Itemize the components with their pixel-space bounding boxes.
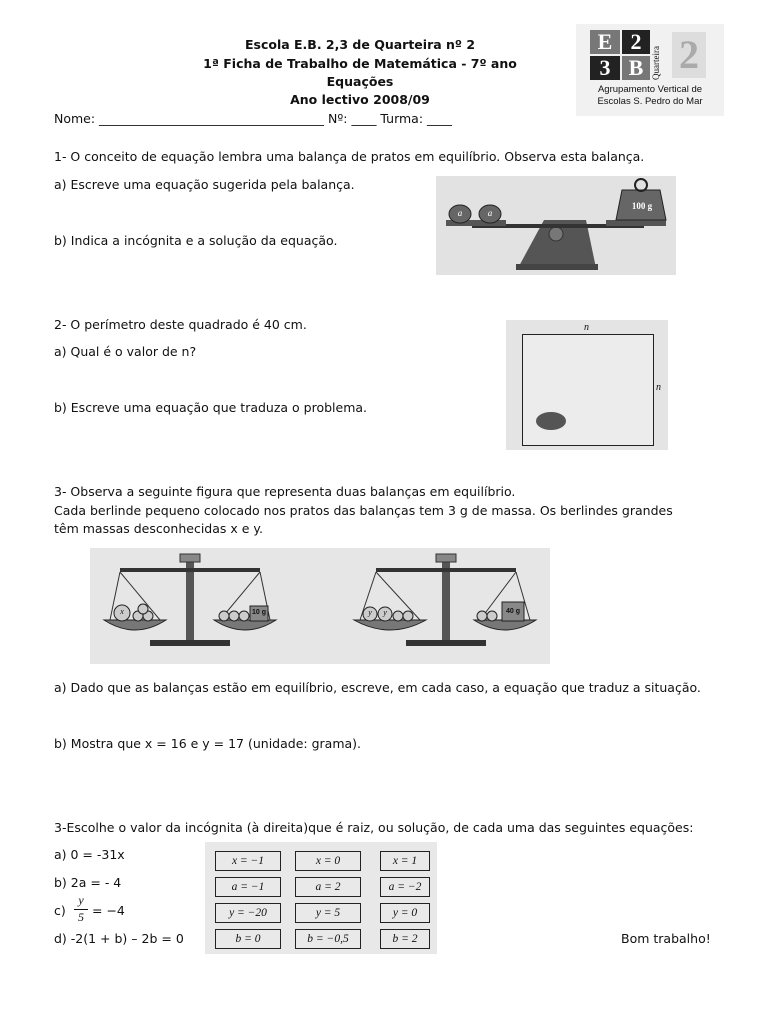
logo-letter: 3	[590, 56, 620, 80]
q1-b: b) Indica a incógnita e a solução da equação.	[54, 233, 338, 248]
logo-vertical-text: Quarteira	[651, 46, 661, 80]
school-logo: E 2 3 B Quarteira 2 Agrupamento Vertical de Escolas S. Pedro do Mar	[576, 24, 724, 116]
option-box[interactable]: x = −1	[215, 851, 281, 871]
closing-text: Bom trabalho!	[621, 931, 711, 946]
option-box[interactable]: b = −0,5	[295, 929, 361, 949]
logo-caption: Escolas S. Pedro do Mar	[597, 96, 703, 107]
equation-c-label: c)	[54, 903, 66, 918]
snail-icon	[536, 412, 566, 430]
option-box[interactable]: y = 5	[295, 903, 361, 923]
side-label-right: n	[656, 382, 661, 393]
weight-label: 10 g	[251, 609, 266, 616]
option-box[interactable]: x = 1	[380, 851, 430, 871]
q3-line2: Cada berlinde pequeno colocado nos pratos das balanças tem 3 g de massa. Os berlindes grandes	[54, 503, 673, 518]
q3-prompt: 3- Observa a seguinte figura que representa duas balanças em equilíbrio.	[54, 484, 516, 499]
option-box[interactable]: b = 2	[380, 929, 430, 949]
option-box[interactable]: x = 0	[295, 851, 361, 871]
weight-label: 100 g	[631, 201, 653, 211]
option-box[interactable]: a = 2	[295, 877, 361, 897]
logo-letter: E	[590, 30, 620, 54]
q2-prompt: 2- O perímetro deste quadrado é 40 cm.	[54, 317, 307, 332]
marble-x-label: x	[120, 607, 124, 616]
side-label-top: n	[584, 322, 589, 333]
logo-caption: Agrupamento Vertical de	[597, 84, 703, 95]
square-figure	[506, 320, 668, 450]
q3-b: b) Mostra que x = 16 e y = 17 (unidade: grama).	[54, 736, 362, 751]
topic-title: Equações	[326, 74, 394, 89]
equation-c-rhs: = −4	[92, 903, 125, 918]
q1-a: a) Escreve uma equação sugerida pela balança.	[54, 177, 355, 192]
balance-figure	[436, 176, 676, 275]
options-panel	[205, 842, 437, 954]
school-year: Ano lectivo 2008/09	[290, 92, 430, 107]
option-box[interactable]: y = −20	[215, 903, 281, 923]
option-box[interactable]: y = 0	[380, 903, 430, 923]
two-balances-figure	[90, 548, 550, 664]
fraction-denominator: 5	[74, 909, 88, 925]
q4-prompt: 3-Escolhe o valor da incógnita (à direita)que é raiz, ou solução, de cada uma das seguintes equações:	[54, 820, 694, 835]
q2-b: b) Escreve uma equação que traduza o problema.	[54, 400, 368, 415]
fraction-numerator: y	[78, 893, 84, 907]
equation-b: b) 2a = - 4	[54, 875, 122, 890]
q3-line3: têm massas desconhecidas x e y.	[54, 521, 263, 536]
logo-letter: 2	[622, 30, 650, 54]
option-box[interactable]: a = −1	[215, 877, 281, 897]
school-name: Escola E.B. 2,3 de Quarteira nº 2	[244, 37, 476, 52]
pumpkin-label: a	[487, 208, 493, 218]
weight-label: 40 g	[505, 608, 520, 615]
q3-a: a) Dado que as balanças estão em equilíbrio, escreve, em cada caso, a equação que traduz a situação.	[54, 680, 701, 695]
name-line: Nome: ____________________________________ Nº: ____ Turma: ____	[54, 111, 453, 126]
option-box[interactable]: a = −2	[380, 877, 430, 897]
q2-a: a) Qual é o valor de n?	[54, 344, 197, 359]
equation-c-fraction	[74, 893, 88, 925]
q1-prompt: 1- O conceito de equação lembra uma balança de pratos em equilíbrio. Observa esta balança.	[54, 149, 645, 164]
logo-letter: B	[622, 56, 650, 80]
marble-y-label: y	[383, 608, 387, 617]
pumpkin-label: a	[457, 208, 463, 218]
equation-d: d) -2(1 + b) – 2b = 0	[54, 931, 184, 946]
equation-a: a) 0 = -31x	[54, 847, 125, 862]
option-box[interactable]: b = 0	[215, 929, 281, 949]
worksheet-title: 1ª Ficha de Trabalho de Matemática - 7º ano	[203, 56, 517, 71]
marble-y-label: y	[368, 608, 372, 617]
